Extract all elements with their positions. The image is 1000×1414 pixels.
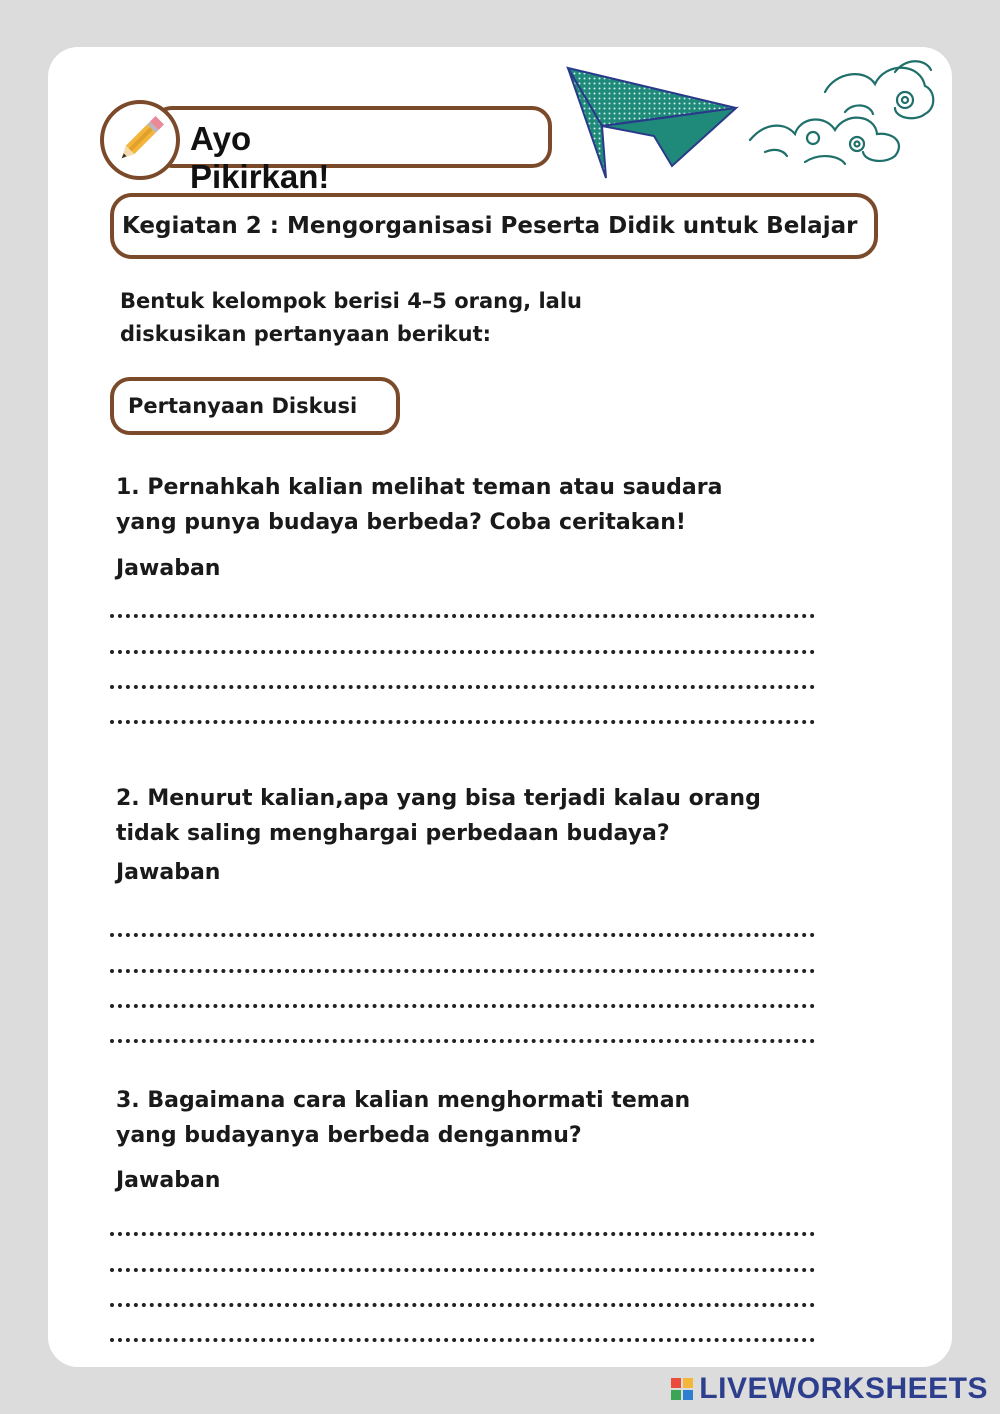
instructions [120,285,582,351]
brand-name: LIVEWORKSHEETS [699,1372,988,1405]
question-3-line-2: yang budayanya berbeda denganmu? [116,1123,582,1148]
answer-line[interactable] [110,1232,815,1236]
answer-line[interactable] [110,933,815,937]
section-label: Pertanyaan Diskusi [110,377,400,435]
page-title: Ayo Pikirkan! [190,120,330,195]
answer-line[interactable] [110,685,815,689]
answer-line[interactable] [110,969,815,973]
answer-line[interactable] [110,1039,815,1043]
liveworksheets-logo-icon [671,1378,693,1400]
answer-line[interactable] [110,1303,815,1307]
question-1 [116,470,722,540]
pencil-icon-circle [100,100,180,180]
answer-line[interactable] [110,1268,815,1272]
question-3 [116,1083,690,1153]
activity-title: Kegiatan 2 : Mengorganisasi Peserta Didik untuk Belajar [110,193,878,259]
answer-line[interactable] [110,1338,815,1342]
answer-line[interactable] [110,650,815,654]
instructions-line-2: diskusikan pertanyaan berikut: [120,322,492,346]
question-1-line-1: 1. Pernahkah kalian melihat teman atau saudara [116,475,723,500]
liveworksheets-brand[interactable] [671,1372,988,1406]
question-2-line-1: 2. Menurut kalian,apa yang bisa terjadi kalau orang [116,786,761,811]
answer-line[interactable] [110,720,815,724]
answer-label-3: Jawaban [116,1168,221,1193]
cloud-ornament-icon [745,52,940,172]
answer-label-2: Jawaban [116,860,221,885]
question-2-line-2: tidak saling menghargai perbedaan budaya? [116,821,670,846]
question-3-line-1: 3. Bagaimana cara kalian menghormati teman [116,1088,691,1113]
pencil-icon [104,104,176,176]
answer-line[interactable] [110,1004,815,1008]
answer-label-1: Jawaban [116,556,221,581]
instructions-line-1: Bentuk kelompok berisi 4–5 orang, lalu [120,289,582,313]
question-2 [116,781,761,851]
answer-line[interactable] [110,614,815,618]
question-1-line-2: yang punya budaya berbeda? Coba ceritakan! [116,510,686,535]
paper-plane-icon [562,66,742,186]
